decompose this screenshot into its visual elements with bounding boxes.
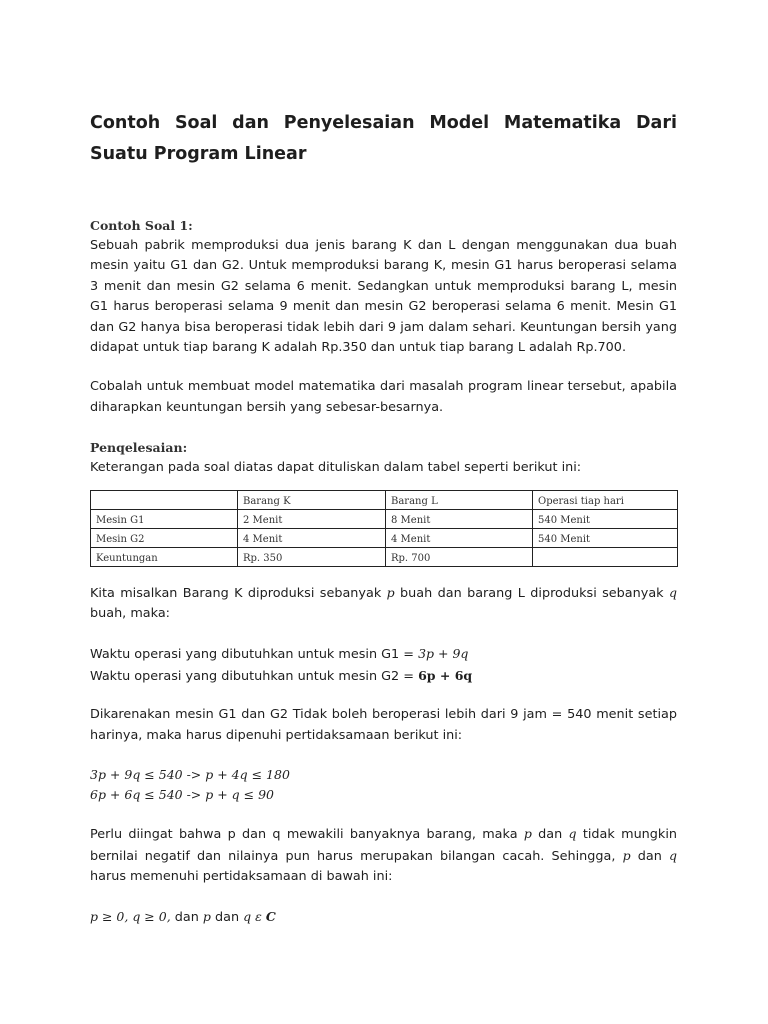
var-p: p [386,584,395,600]
waktu-g1-expr: 3p + 9q [418,646,469,662]
soal-question: Cobalah untuk membuat model matematika dari masalah program linear tersebut, apabila diharapkan keuntungan bersih yang sebesar-besarnya. [90,379,677,415]
penyelesaian-heading: Penqelesaian: [90,440,188,456]
table-cell: Keuntungan [91,547,238,566]
final-dan-2: dan [215,910,240,926]
waktu-g1-line [90,644,677,665]
document-page [90,108,677,929]
waktu-g2-line [90,666,677,687]
penyelesaian-intro: Keterangan pada soal diatas dapat dituliskan dalam tabel seperti berikut ini: [90,460,582,476]
table-cell: Rp. 700 [386,547,533,566]
var-p: p [202,909,211,925]
table-cell [91,490,238,509]
misal-text-3: buah, maka: [90,606,170,622]
table-row [91,547,678,566]
perlu-text-1: Perlu diingat bahwa p dan q mewakili banyaknya barang, maka [90,827,518,843]
soal-text: Sebuah pabrik memproduksi dua jenis barang K dan L dengan menggunakan dua buah mesin yaitu G1 dan G2. Untuk memproduksi barang K, mesin G1 harus beroperasi selama 3 menit dan mesin G2 selama 6 menit. Sedangkan untuk memproduksi barang L, mesin G1 harus beroperasi selama 9 menit dan mesin G2 beroperasi selama 6 menit. Mesin G1 dan G2 hanya bisa beroperasi tidak lebih dari 9 jam dalam sehari. Keuntungan bersih yang didapat untuk tiap barang K adalah Rp.350 dan untuk tiap barang L adalah Rp.700. [90,238,677,356]
var-q: q [668,584,677,600]
waktu-g2-text: Waktu operasi yang dibutuhkan untuk mesin G2 = [90,668,414,684]
table-cell: Barang L [386,490,533,509]
final-q-epsilon: q ε [243,909,262,925]
perlu-text-2: tidak mungkin bernilai negatif dan nilainya pun harus merupakan bilangan cacah. Sehingga, [90,827,677,864]
perlu-text-3: harus memenuhi pertidaksamaan di bawah ini: [90,868,393,884]
table-cell: 8 Menit [386,509,533,528]
table-row [91,528,678,547]
table-cell: 540 Menit [533,528,678,547]
dikarenakan-paragraph: Dikarenakan mesin G1 dan G2 Tidak boleh beroperasi lebih dari 9 jam = 540 menit setiap harinya, maka harus dipenuhi pertidaksamaan berikut ini: [90,707,677,743]
final-expr: p ≥ 0, q ≥ 0, [90,909,171,925]
soal-heading: Contoh Soal 1: [90,218,193,233]
final-dan-1: dan [174,910,199,926]
inequality-2: 6p + 6q ≤ 540 -> p + q ≤ 90 [90,787,275,803]
table-row [91,509,678,528]
table-cell: Rp. 350 [238,547,386,566]
var-p: p [622,847,631,863]
var-p: p [523,826,532,842]
table-cell: Mesin G1 [91,509,238,528]
document-title: Contoh Soal dan Penyelesaian Model Matematika Dari Suatu Program Linear [90,113,677,164]
perlu-paragraph [90,824,677,887]
waktu-g2-expr: 6p + 6q [418,667,473,683]
var-q: q [568,826,577,842]
inequality-1: 3p + 9q ≤ 540 -> p + 4q ≤ 180 [90,767,290,783]
table-cell: 540 Menit [533,509,678,528]
table-cell [533,547,678,566]
perlu-dan: dan [637,848,662,864]
table-cell: Barang K [238,490,386,509]
var-q: q [669,847,678,863]
table-header-row [91,490,678,509]
waktu-g1-text: Waktu operasi yang dibutuhkan untuk mesin G1 = [90,647,414,663]
misal-paragraph [90,583,677,625]
misal-text-2: buah dan barang L diproduksi sebanyak [400,585,664,601]
table-cell: Operasi tiap hari [533,490,678,509]
table-cell: 4 Menit [386,528,533,547]
data-table [90,490,678,567]
table-cell: 4 Menit [238,528,386,547]
final-constraints [90,907,677,928]
set-c: C [265,909,276,925]
table-cell: Mesin G2 [91,528,238,547]
table-cell: 2 Menit [238,509,386,528]
perlu-dan: dan [538,827,563,843]
misal-text-1: Kita misalkan Barang K diproduksi sebanyak [90,585,382,601]
